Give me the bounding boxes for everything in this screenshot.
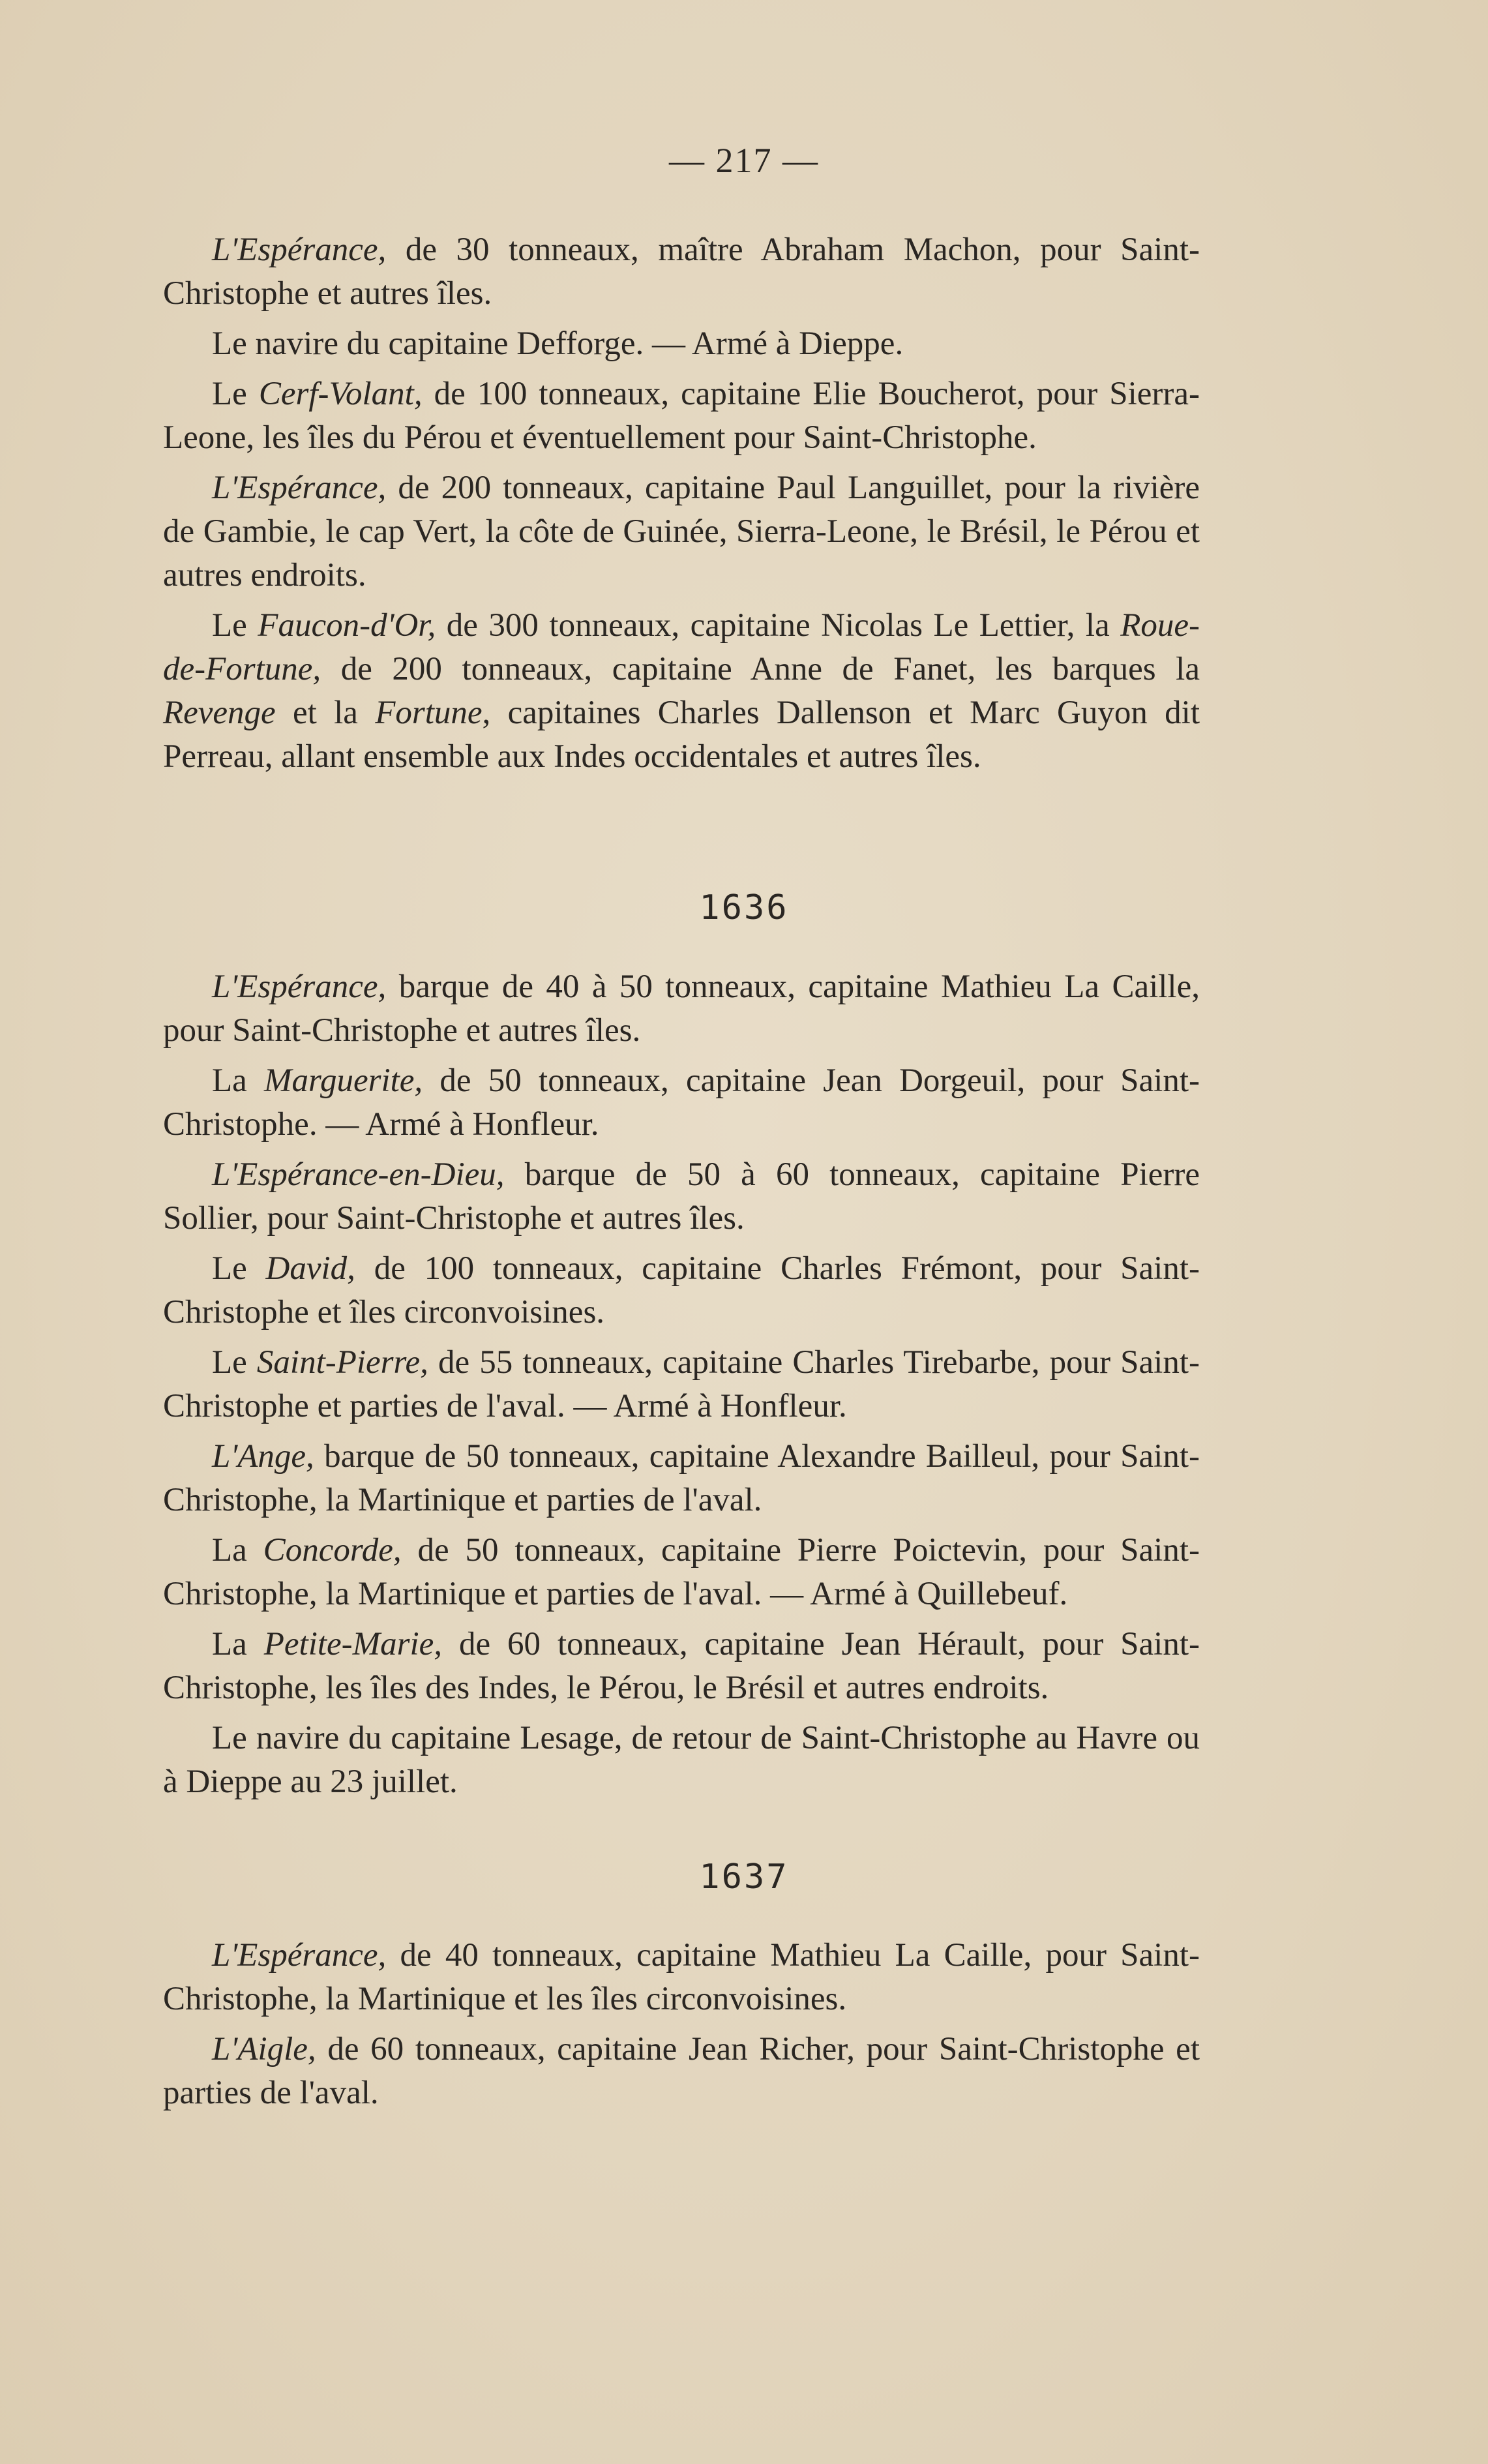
ship-name: L'Ange, bbox=[212, 1438, 314, 1475]
entry: Le Saint-Pierre, de 55 tonneaux, capitaine Charles Tirebarbe, pour Saint-Christophe et parties de l'aval. — Armé à Honfleur. bbox=[163, 1344, 1200, 1424]
page-number: — 217 — bbox=[669, 141, 819, 180]
ship-name: L'Espérance, bbox=[212, 969, 387, 1005]
entry: L'Espérance, barque de 40 à 50 tonneaux, capitaine Mathieu La Caille, pour Saint-Christophe et autres îles. bbox=[163, 969, 1200, 1049]
entry-esperance-200: L'Espérance, de 200 tonneaux, capitaine Paul Languillet, pour la rivière de Gambie, le cap Vert, la côte de Guinée, Sierra-Leone, le Brésil, le Pérou et autres endroits. bbox=[163, 470, 1200, 593]
entry: L'Espérance, de 40 tonneaux, capitaine Mathieu La Caille, pour Saint-Christophe, la Martinique et les îles circonvoisines. bbox=[163, 1937, 1200, 2017]
section-1637 bbox=[163, 1934, 1200, 2122]
entry: La Petite-Marie, de 60 tonneaux, capitaine Jean Hérault, pour Saint-Christophe, les îles des Indes, le Pérou, le Brésil et autres endroits. bbox=[163, 1626, 1200, 1706]
ship-name: Concorde, bbox=[263, 1532, 402, 1569]
ship-name: Petite-Marie, bbox=[263, 1626, 443, 1662]
entry-faucon-dor: Le Faucon-d'Or, de 300 tonneaux, capitaine Nicolas Le Lettier, la Roue-de-Fortune, de 200 tonneaux, capitaine Anne de Fanet, les barques la Revenge et la Fortune, capitaines Charles Dallenson et Marc Guyon dit Perreau, allant ensemble aux Indes occidentales et autres îles. bbox=[163, 607, 1200, 775]
ship-name: Cerf-Volant, bbox=[258, 376, 423, 412]
ship-name: L'Espérance, bbox=[212, 232, 387, 268]
entry: La Concorde, de 50 tonneaux, capitaine Pierre Poictevin, pour Saint-Christophe, la Martinique et parties de l'aval. — Armé à Quillebeuf. bbox=[163, 1532, 1200, 1612]
ship-name: David, bbox=[265, 1250, 355, 1287]
entry-cerf-volant: Le Cerf-Volant, de 100 tonneaux, capitaine Elie Boucherot, pour Sierra-Leone, les îles du Pérou et éventuellement pour Saint-Christophe. bbox=[163, 376, 1200, 456]
entry-esperance-30: L'Espérance, de 30 tonneaux, maître Abraham Machon, pour Saint-Christophe et autres îles. bbox=[163, 232, 1200, 312]
entry: L'Ange, barque de 50 tonneaux, capitaine Alexandre Bailleul, pour Saint-Christophe, la Martinique et parties de l'aval. bbox=[163, 1438, 1200, 1518]
entry-defforge: Le navire du capitaine Defforge. — Armé à Dieppe. bbox=[212, 325, 904, 362]
year-heading-1637: 1637 bbox=[699, 1857, 789, 1897]
ship-name: L'Espérance, bbox=[212, 1937, 387, 1974]
ship-name: Fortune bbox=[375, 695, 483, 731]
ship-name: Faucon-d'Or, bbox=[258, 607, 436, 644]
ship-name: Saint-Pierre, bbox=[256, 1344, 428, 1381]
ship-name: L'Espérance, bbox=[212, 470, 387, 506]
entry: Le navire du capitaine Lesage, de retour de Saint-Christophe au Havre ou à Dieppe au 23 juillet. bbox=[163, 1720, 1200, 1800]
entry: L'Aigle, de 60 tonneaux, capitaine Jean Richer, pour Saint-Christophe et parties de l'aval. bbox=[163, 2031, 1200, 2111]
section-1636 bbox=[163, 965, 1200, 1810]
ship-name: Revenge bbox=[163, 695, 276, 731]
ship-name: Roue-de-Fortune, bbox=[163, 607, 1200, 687]
section-1 bbox=[163, 228, 1200, 785]
ship-name: L'Aigle, bbox=[212, 2031, 316, 2067]
ship-name: Marguerite, bbox=[264, 1062, 423, 1099]
entry: L'Espérance-en-Dieu, barque de 50 à 60 tonneaux, capitaine Pierre Sollier, pour Saint-Christophe et autres îles. bbox=[163, 1156, 1200, 1237]
entry: Le David, de 100 tonneaux, capitaine Charles Frémont, pour Saint-Christophe et îles circonvoisines. bbox=[163, 1250, 1200, 1330]
entry: La Marguerite, de 50 tonneaux, capitaine Jean Dorgeuil, pour Saint-Christophe. — Armé à Honfleur. bbox=[163, 1062, 1200, 1143]
ship-name: L'Espérance-en-Dieu, bbox=[212, 1156, 505, 1193]
year-heading-1636: 1636 bbox=[699, 888, 789, 927]
